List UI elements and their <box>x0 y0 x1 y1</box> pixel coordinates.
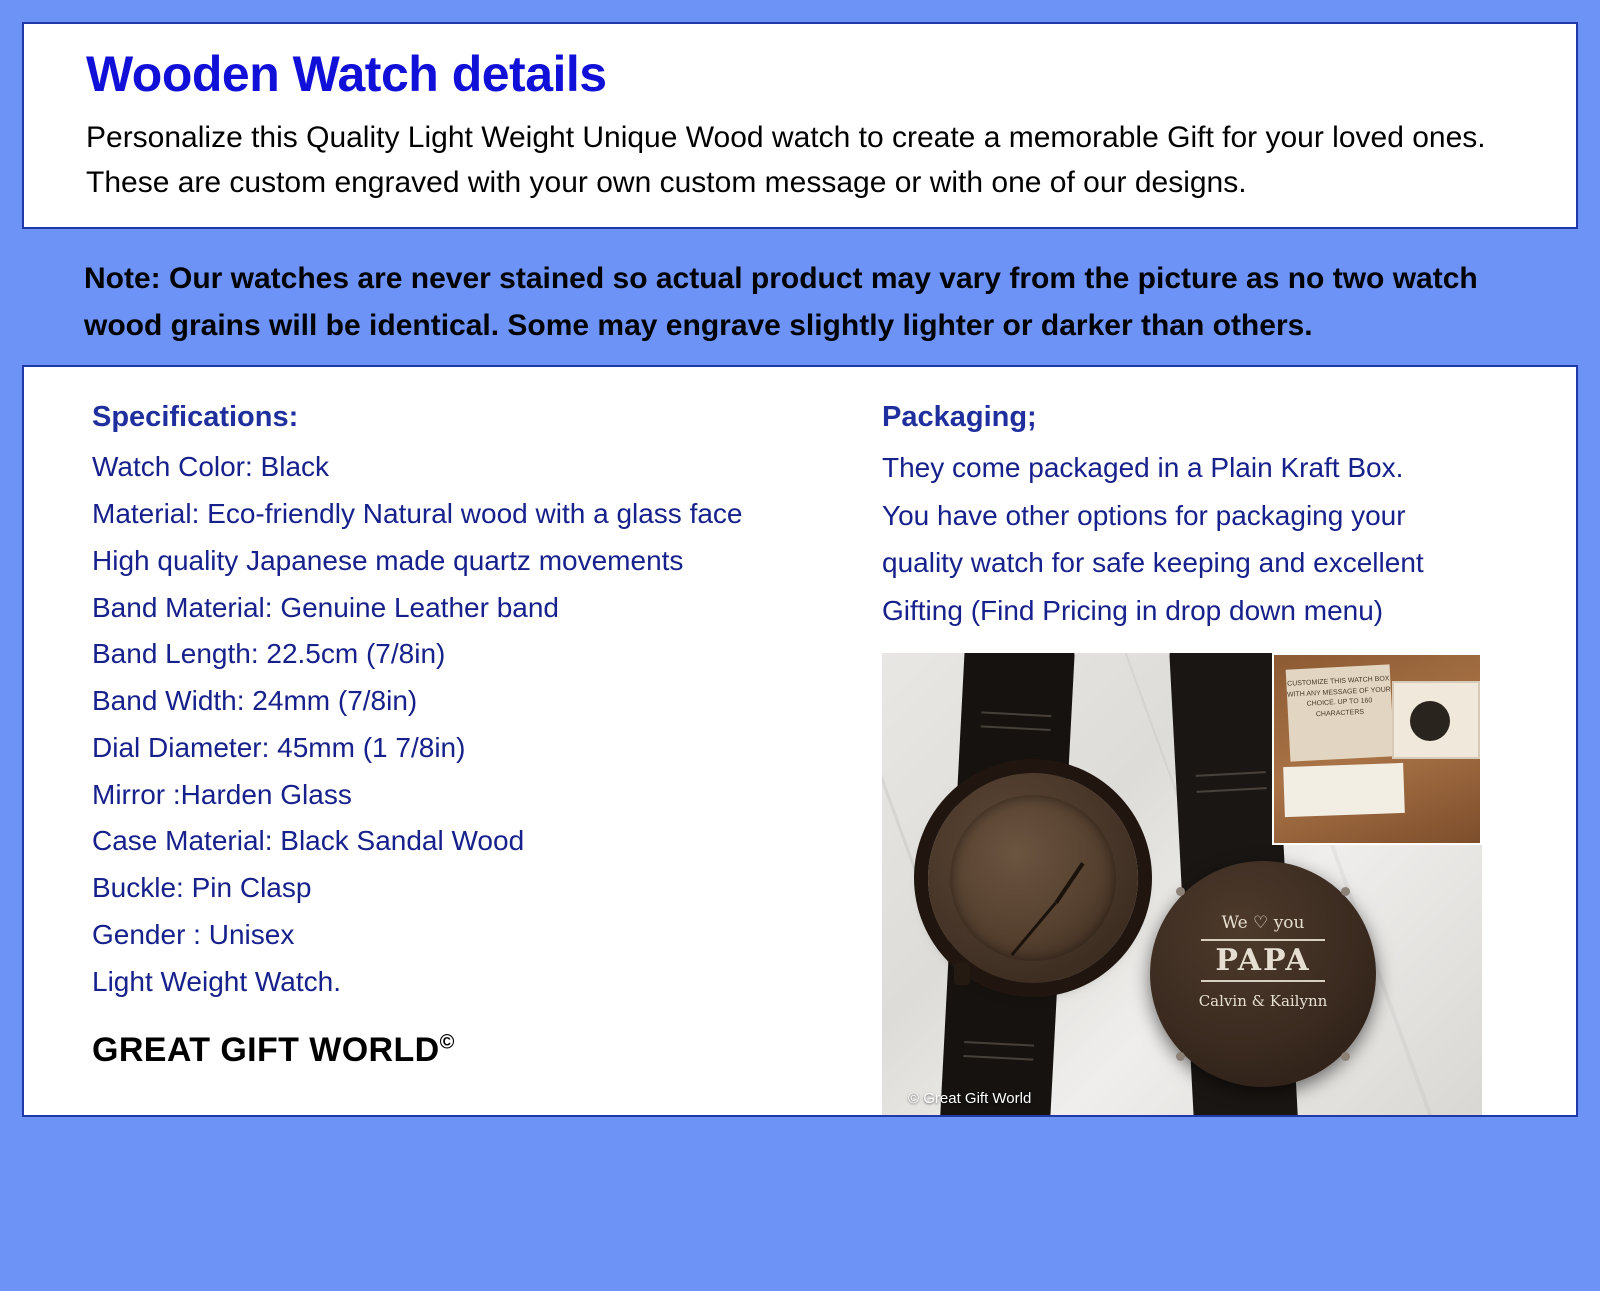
spec-item: Watch Color: Black <box>92 451 330 483</box>
packaging-column <box>864 385 1576 1115</box>
photo-credit: © Great Gift World <box>908 1089 1032 1107</box>
details-panel <box>22 365 1578 1117</box>
watch-back-engraved <box>1150 861 1376 1087</box>
specifications-column <box>24 385 864 1115</box>
intro-line-2: These are custom engraved with your own custom message or with one of our designs. <box>86 165 1247 199</box>
spec-item: Dial Diameter: 45mm (1 7/8in) <box>92 731 466 763</box>
intro-panel <box>22 22 1578 229</box>
boxed-watch <box>1410 701 1450 741</box>
page-title: Wooden Watch details <box>86 46 607 102</box>
intro-line-1: Personalize this Quality Light Weight Unique Wood watch to create a memorable Gift for your loved ones. <box>86 120 1486 154</box>
packaging-line: Gifting (Find Pricing in drop down menu) <box>882 595 1384 627</box>
brand-name: GREAT GIFT WORLD <box>92 1031 440 1070</box>
spec-item: Band Material: Genuine Leather band <box>92 591 559 623</box>
kraft-card-text: CUSTOMIZE THIS WATCH BOX WITH ANY MESSAGE OF YOUR CHOICE. UP TO 160 CHARACTERS <box>1286 664 1395 761</box>
spec-item: Material: Eco-friendly Natural wood with a glass face <box>92 498 743 530</box>
specifications-heading: Specifications: <box>92 401 299 434</box>
spec-item: Band Width: 24mm (7/8in) <box>92 685 418 717</box>
product-photo <box>882 653 1482 1118</box>
packaging-line: They come packaged in a Plain Kraft Box. <box>882 452 1404 484</box>
case-screw <box>1176 887 1185 896</box>
engraving-name: PAPA <box>1201 939 1324 982</box>
spec-item: Band Length: 22.5cm (7/8in) <box>92 638 446 670</box>
watch-crown <box>954 963 970 985</box>
minute-hand <box>1011 902 1057 956</box>
spec-item: Light Weight Watch. <box>92 965 342 997</box>
kraft-box <box>1392 681 1480 759</box>
case-screw <box>1341 887 1350 896</box>
packaging-line: You have other options for packaging your <box>882 499 1406 531</box>
packaging-inset-photo <box>1272 653 1482 845</box>
copyright-icon: © <box>439 1031 455 1054</box>
engraving-top-text: We ♡ you <box>1221 912 1305 933</box>
spec-item: Buckle: Pin Clasp <box>92 872 312 904</box>
watch-front-face <box>928 773 1138 983</box>
watch-dial <box>950 795 1116 961</box>
engraving-subtext: Calvin & Kailynn <box>1198 991 1328 1010</box>
packaging-line: quality watch for safe keeping and excellent <box>882 547 1424 579</box>
kraft-box-lid <box>1283 763 1405 817</box>
brand-wordmark <box>92 1031 854 1070</box>
note-text: Note: Our watches are never stained so actual product may vary from the picture as no two watch wood grains will be identical. Some may engrave slightly lighter or darker than others. <box>84 261 1478 342</box>
spec-item: Case Material: Black Sandal Wood <box>92 825 525 857</box>
hour-hand <box>1054 862 1084 904</box>
case-screw <box>1176 1052 1185 1061</box>
note-band <box>22 229 1578 366</box>
spec-item: High quality Japanese made quartz movements <box>92 544 684 576</box>
packaging-heading: Packaging; <box>882 401 1037 434</box>
case-screw <box>1341 1052 1350 1061</box>
spec-item: Mirror :Harden Glass <box>92 778 352 810</box>
spec-item: Gender : Unisex <box>92 918 295 950</box>
